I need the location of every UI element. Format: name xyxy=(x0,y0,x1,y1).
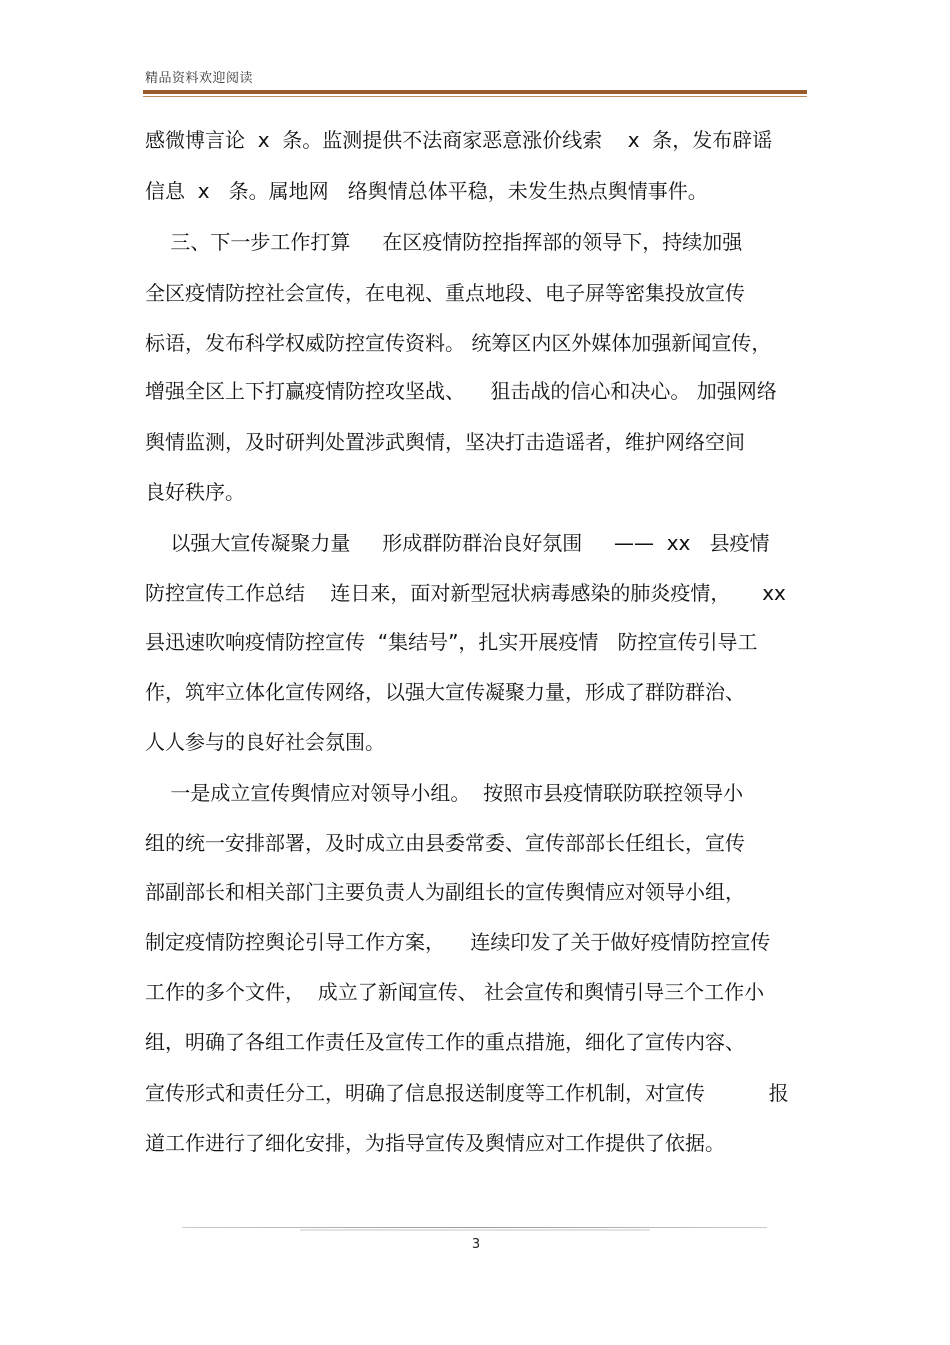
body-line: 标语，发布科学权威防控宣传资料。 统筹区内区外媒体加强新闻宣传， xyxy=(145,331,772,355)
header-title: 精品资料欢迎阅读 xyxy=(145,71,254,86)
body-line: 宣传形式和责任分工，明确了信息报送制度等工作机制，对宣传 报 xyxy=(145,1081,789,1105)
body-line: 工作的多个文件， 成立了新闻宣传、 社会宣传和舆情引导三个工作小 xyxy=(145,980,765,1004)
body-line: 一是成立宣传舆情应对领导小组。 按照市县疫情联防联控领导小 xyxy=(145,781,744,805)
body-line: 全区疫情防控社会宣传，在电视、重点地段、电子屏等密集投放宣传 xyxy=(145,281,745,305)
page-number: 3 xyxy=(471,1237,481,1252)
footer-rule xyxy=(182,1227,767,1228)
header-rule-thin xyxy=(143,96,807,97)
body-line: 制定疫情防控舆论引导工作方案， 连续印发了关于做好疫情防控宣传 xyxy=(145,930,771,954)
body-line: 良好秩序。 xyxy=(145,480,245,504)
footer-rule-shadow xyxy=(300,1229,650,1231)
body-line: 三、下一步工作打算 在区疫情防控指挥部的领导下，持续加强 xyxy=(145,230,743,254)
body-line: 组的统一安排部署，及时成立由县委常委、宣传部部长任组长，宣传 xyxy=(145,831,745,855)
body-line: 县迅速吹响疫情防控宣传 “集结号”，扎实开展疫情 防控宣传引导工 xyxy=(145,630,758,654)
body-line: 组，明确了各组工作责任及宣传工作的重点措施，细化了宣传内容、 xyxy=(145,1030,745,1054)
body-line: 增强全区上下打赢疫情防控攻坚战、 狙击战的信心和决心。 加强网络 xyxy=(145,379,777,403)
body-line: 道工作进行了细化安排，为指导宣传及舆情应对工作提供了依据。 xyxy=(145,1131,725,1155)
body-line: 防控宣传工作总结 连日来，面对新型冠状病毒感染的肺炎疫情， xx xyxy=(145,581,786,605)
body-line: 信息 x 条。属地网 络舆情总体平稳，未发生热点舆情事件。 xyxy=(145,179,708,203)
body-line: 作，筑牢立体化宣传网络，以强大宣传凝聚力量，形成了群防群治、 xyxy=(145,680,745,704)
body-line: 人人参与的良好社会氛围。 xyxy=(145,730,385,754)
body-line: 以强大宣传凝聚力量 形成群防群治良好氛围 —— xx 县疫情 xyxy=(145,531,770,555)
body-line: 部副部长和相关部门主要负责人为副组长的宣传舆情应对领导小组， xyxy=(145,880,745,904)
body-line: 感微博言论 x 条。监测提供不法商家恶意涨价线索 x 条，发布辟谣 xyxy=(145,128,773,152)
body-line: 舆情监测，及时研判处置涉武舆情，坚决打击造谣者，维护网络空间 xyxy=(145,430,745,454)
header-rule xyxy=(143,90,807,94)
